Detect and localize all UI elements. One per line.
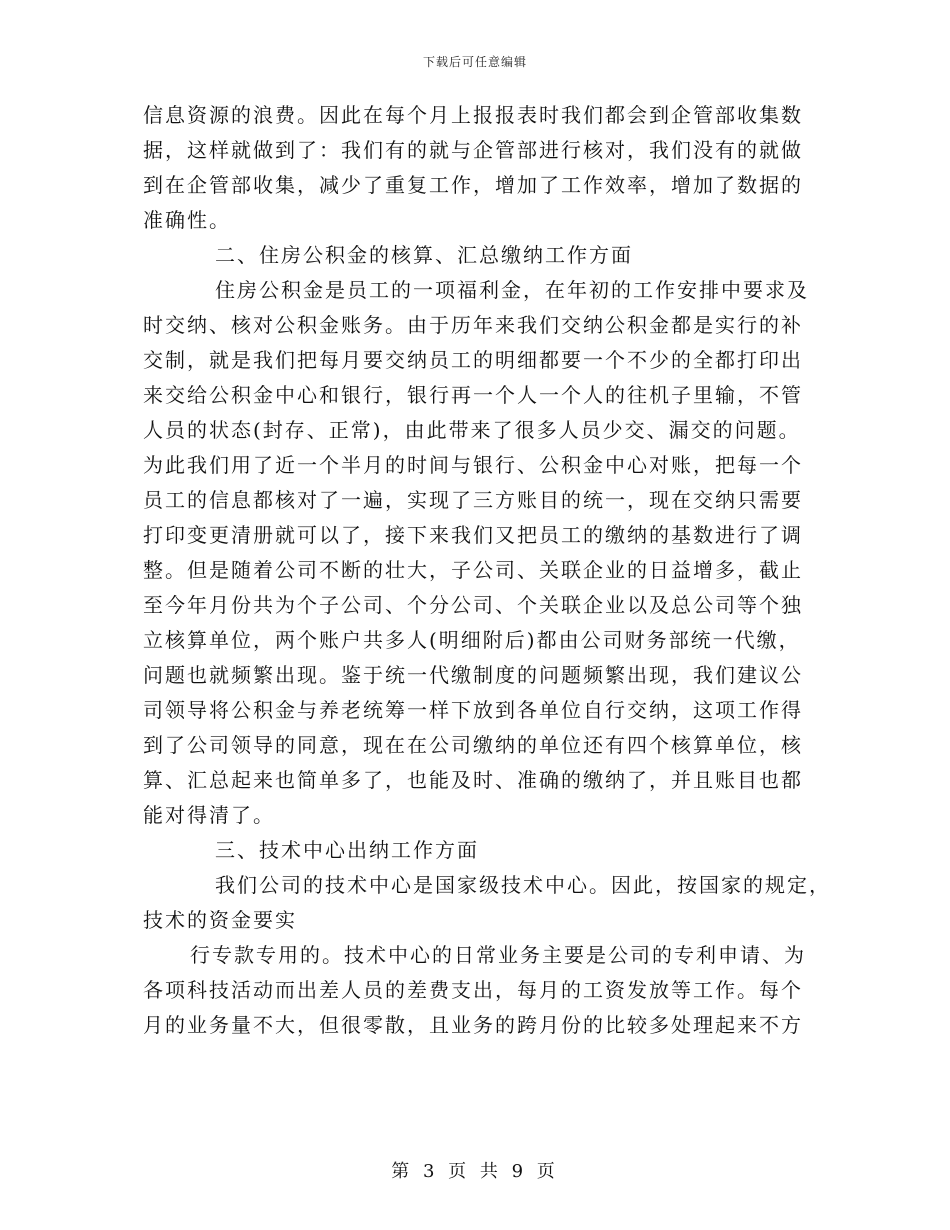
text-line: 员工的信息都核对了一遍，实现了三方账目的统一，现在交纳只需要 xyxy=(143,488,803,512)
text-line: 来交给公积金中心和银行，银行再一个人一个人的往机子里输，不管 xyxy=(143,383,803,407)
text-line: 司领导将公积金与养老统筹一样下放到各单位自行交纳，这项工作得 xyxy=(143,698,803,722)
text-line: 问题也就频繁出现。鉴于统一代缴制度的问题频繁出现，我们建议公 xyxy=(143,663,803,687)
text-line: 三、技术中心出纳工作方面 xyxy=(215,838,479,862)
document-body xyxy=(143,98,831,1043)
text-line: 立核算单位，两个账户共多人(明细附后)都由公司财务部统一代缴， xyxy=(143,628,801,652)
text-line: 我们公司的技术中心是国家级技术中心。因此，按国家的规定， xyxy=(215,873,831,897)
text-line: 准确性。 xyxy=(143,208,231,232)
text-line: 信息资源的浪费。因此在每个月上报报表时我们都会到企管部收集数 xyxy=(143,103,803,127)
page-header: 下载后可任意编辑 xyxy=(422,55,527,69)
text-line: 至今年月份共为个子公司、个分公司、个关联企业以及总公司等个独 xyxy=(143,593,803,617)
text-line: 整。但是随着公司不断的壮大，子公司、关联企业的日益增多，截止 xyxy=(143,558,803,582)
text-line: 到了公司领导的同意，现在在公司缴纳的单位还有四个核算单位，核 xyxy=(143,733,803,757)
text-line: 算、汇总起来也简单多了，也能及时、准确的缴纳了，并且账目也都 xyxy=(143,768,803,792)
text-line: 住房公积金是员工的一项福利金，在年初的工作安排中要求及 xyxy=(215,278,809,302)
text-line: 据，这样就做到了：我们有的就与企管部进行核对，我们没有的就做 xyxy=(143,138,803,162)
page-footer: 第 3 页 共 9 页 xyxy=(391,1161,559,1182)
text-line: 打印变更清册就可以了，接下来我们又把员工的缴纳的基数进行了调 xyxy=(143,523,803,547)
text-line: 能对得清了。 xyxy=(143,803,275,827)
text-line: 各项科技活动而出差人员的差费支出，每月的工资发放等工作。每个 xyxy=(143,978,803,1002)
text-line: 到在企管部收集，减少了重复工作，增加了工作效率，增加了数据的 xyxy=(143,173,803,197)
text-line: 二、住房公积金的核算、汇总缴纳工作方面 xyxy=(215,243,633,267)
text-line: 行专款专用的。技术中心的日常业务主要是公司的专利申请、为 xyxy=(190,943,806,967)
text-line: 时交纳、核对公积金账务。由于历年来我们交纳公积金都是实行的补 xyxy=(143,313,803,337)
text-line: 月的业务量不大，但很零散，且业务的跨月份的比较多处理起来不方 xyxy=(143,1013,803,1037)
text-line: 为此我们用了近一个半月的时间与银行、公积金中心对账，把每一个 xyxy=(143,453,803,477)
text-line: 交制，就是我们把每月要交纳员工的明细都要一个不少的全都打印出 xyxy=(143,348,803,372)
text-line: 技术的资金要实 xyxy=(143,908,297,932)
text-line: 人员的状态(封存、正常)，由此带来了很多人员少交、漏交的问题。 xyxy=(143,418,801,442)
